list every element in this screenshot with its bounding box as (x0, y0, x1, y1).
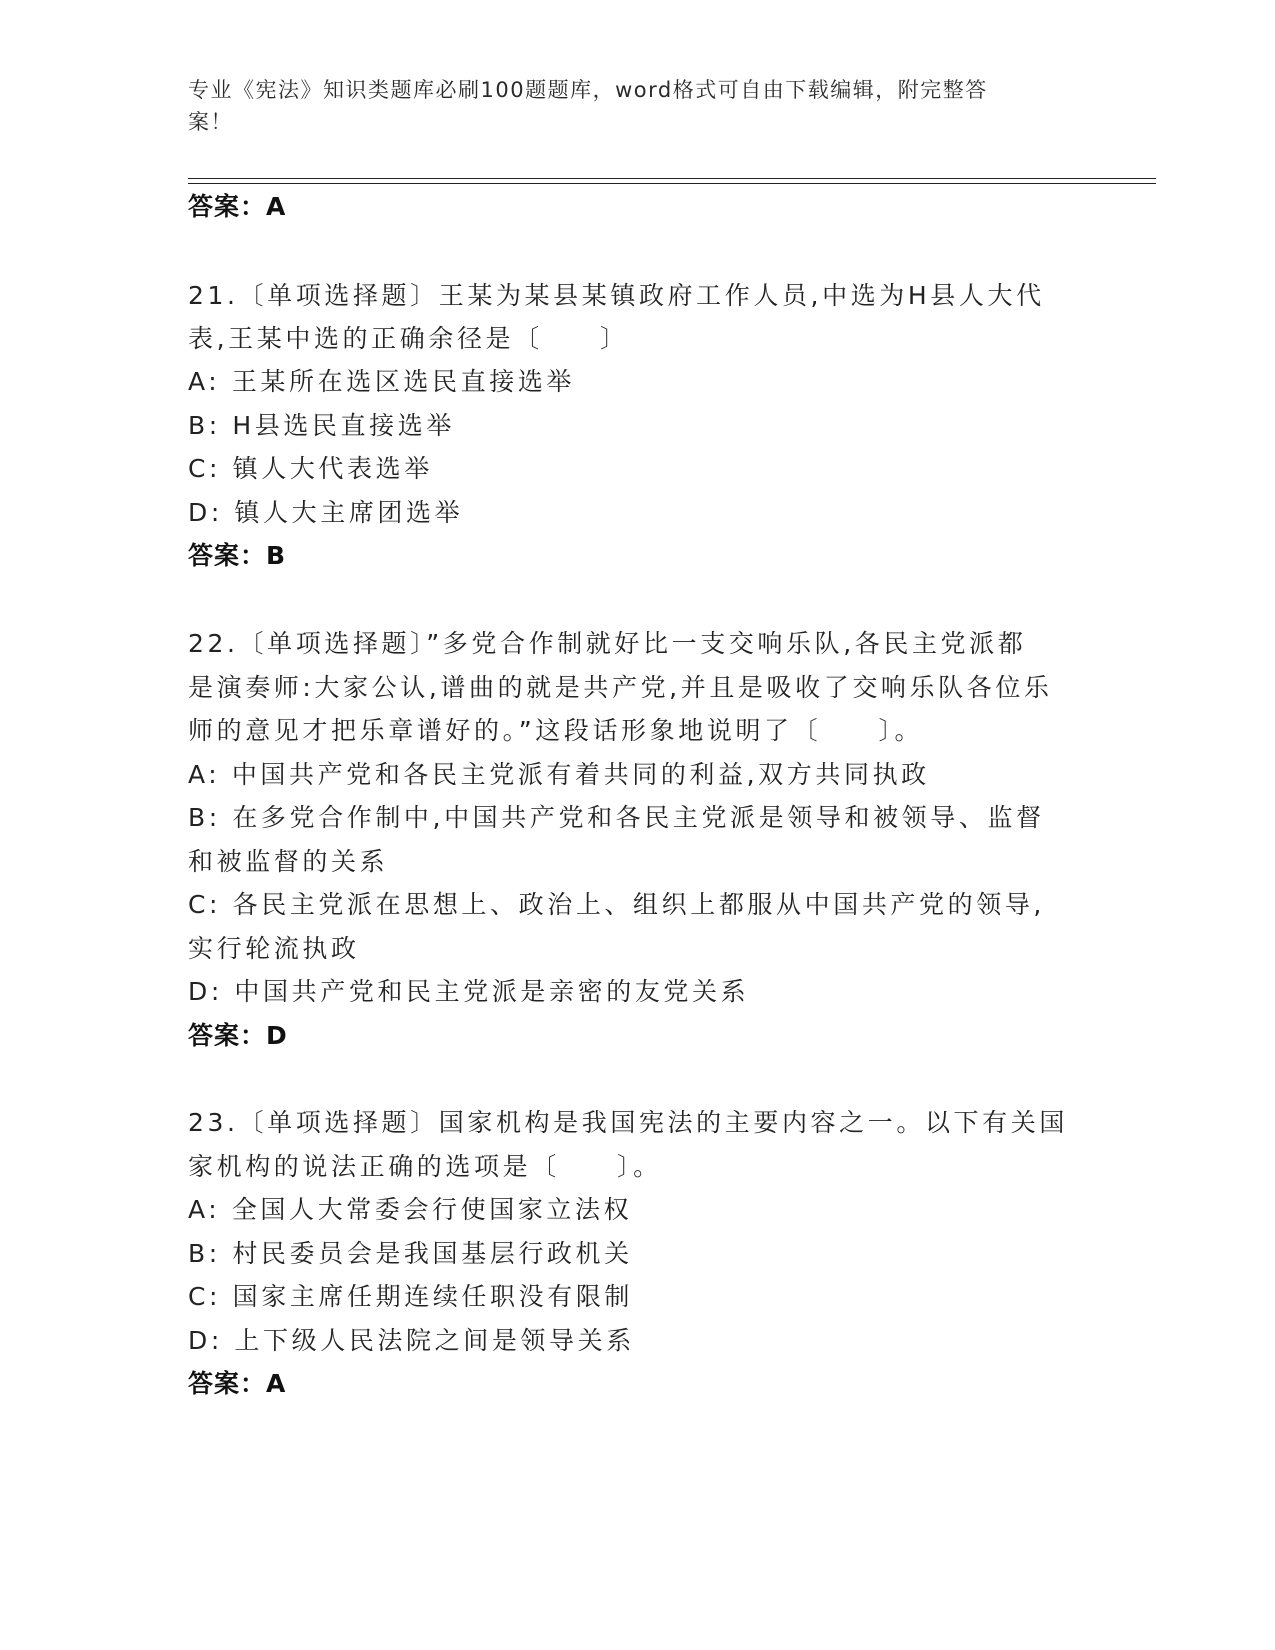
header-divider-bottom (188, 183, 1156, 184)
option-d: D: 中国共产党和民主党派是亲密的友党关系 (188, 977, 750, 1006)
option-b: B: 在多党合作制中,中国共产党和各民主党派是领导和被领导、监督 (188, 803, 1045, 832)
question-stem: 23.〔单项选择题〕国家机构是我国宪法的主要内容之一。以下有关国 (188, 1108, 1068, 1137)
question-stem: 表,王某中选的正确余径是〔 〕 (188, 324, 629, 353)
option-c-continued: 实行轮流执政 (188, 934, 360, 963)
option-b: B: 村民委员会是我国基层行政机关 (188, 1239, 633, 1268)
header-divider-top (188, 178, 1156, 179)
option-a: A: 王某所在选区选民直接选举 (188, 367, 576, 396)
option-d: D: 镇人大主席团选举 (188, 498, 464, 527)
question-stem: 师的意见才把乐章谱好的。”这段话形象地说明了〔 〕。 (188, 716, 924, 745)
option-c: C: 国家主席任期连续任职没有限制 (188, 1282, 634, 1311)
page-header (188, 74, 1068, 138)
answer-21: 答案：B (188, 541, 287, 570)
question-stem: 家机构的说法正确的选项是〔 〕。 (188, 1152, 662, 1181)
answer-previous: 答案：A (188, 192, 287, 221)
header-line-1: 专业《宪法》知识类题库必刷100题题库，word格式可自由下载编辑，附完整答 (188, 78, 988, 102)
answer-22: 答案：D (188, 1021, 288, 1050)
option-d: D: 上下级人民法院之间是领导关系 (188, 1326, 635, 1355)
answer-23: 答案：A (188, 1369, 287, 1398)
option-a: A: 中国共产党和各民主党派有着共同的利益,双方共同执政 (188, 760, 930, 789)
question-stem: 21.〔单项选择题〕王某为某县某镇政府工作人员,中选为H县人大代 (188, 281, 1045, 310)
question-stem: 22.〔单项选择题〕”多党合作制就好比一支交响乐队,各民主党派都 (188, 629, 1027, 658)
option-c: C: 镇人大代表选举 (188, 454, 433, 483)
option-b: B: H县选民直接选举 (188, 411, 455, 440)
option-b-continued: 和被监督的关系 (188, 847, 389, 876)
header-line-2: 案！ (188, 110, 233, 134)
question-stem: 是演奏师:大家公认,谱曲的就是共产党,并且是吸收了交响乐队各位乐 (188, 673, 1053, 702)
option-a: A: 全国人大常委会行使国家立法权 (188, 1195, 633, 1224)
option-c: C: 各民主党派在思想上、政治上、组织上都服从中国共产党的领导, (188, 890, 1045, 919)
